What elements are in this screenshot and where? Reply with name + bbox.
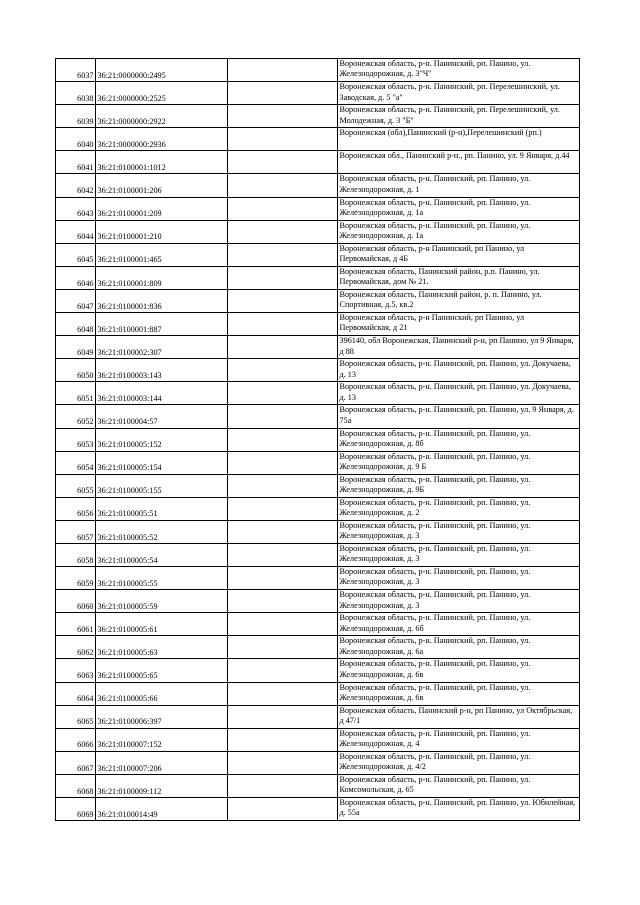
empty-cell [228,243,338,266]
cadastral-number: 36:21:0100005:61 [96,613,228,636]
table-row [56,243,580,266]
address: 396140, обл Воронежская, Панинский р-н, рп Панино, ул 9 Января, д 88 [338,336,580,359]
empty-cell [228,220,338,243]
cadastral-number: 36:21:0100005:152 [96,428,228,451]
empty-cell [228,105,338,128]
address: Воронежская область, р-н. Панинский, рп. Панино, ул. Железнодорожная, д. 1а [338,197,580,220]
table-row [56,313,580,336]
empty-cell [228,336,338,359]
address: Воронежская область, р-н. Панинский, рп. Панино, ул. Железнодорожная, д. 6в [338,659,580,682]
empty-cell [228,313,338,336]
address: Воронежская область, р-н. Панинский, рп. Панино, ул. Железнодорожная, д. 3 [338,567,580,590]
row-number: 6052 [56,405,96,428]
cadastral-number: 36:21:0100001:1012 [96,151,228,174]
address: Воронежская область, р-н Панинский, рп Панино, ул Первомайская, д 21 [338,313,580,336]
address: Воронежская область, р-н. Панинский, рп. Панино, ул. Железнодорожная, д. 1а [338,220,580,243]
address: Воронежская область, р-н. Панинский, рп. Панино, ул. Железнодорожная, д. 6в [338,682,580,705]
table-row [56,474,580,497]
address: Воронежская область, р-н. Панинский, рп. Панино, ул. Комсомольская, д. 65 [338,774,580,797]
empty-cell [228,128,338,151]
row-number: 6056 [56,497,96,520]
cadastral-number: 36:21:0100005:52 [96,520,228,543]
cadastral-number: 36:21:0100001:209 [96,197,228,220]
table-row [56,359,580,382]
row-number: 6045 [56,243,96,266]
address: Воронежская область, р-н. Панинский, рп. Перелешинский, ул. Молодежная, д. 3 "Б" [338,105,580,128]
row-number: 6050 [56,359,96,382]
table-row [56,705,580,728]
cadastral-number: 36:21:0000000:2922 [96,105,228,128]
cadastral-number: 36:21:0100005:55 [96,567,228,590]
empty-cell [228,451,338,474]
cadastral-number: 36:21:0100005:155 [96,474,228,497]
table-row [56,336,580,359]
address: Воронежская область, р-н. Панинский, рп. Перелешинский, ул. Заводская, д. 5 "а" [338,82,580,105]
table-row [56,590,580,613]
address: Воронежская (обл),Панинский (р-н),Перелешинский (рп.) [338,128,580,151]
empty-cell [228,705,338,728]
cadastral-number: 36:21:0100001:836 [96,289,228,312]
address: Воронежская область, р-н Панинский, рп Панино, ул Первомайская, д 4Б [338,243,580,266]
table-row [56,751,580,774]
address: Воронежская область, р-н. Панинский, рп. Панино, ул. Докучаева, д. 13 [338,382,580,405]
empty-cell [228,266,338,289]
address: Воронежская область, р-н. Панинский, рп. Панино, ул. Докучаева, д. 13 [338,359,580,382]
table-row [56,105,580,128]
empty-cell [228,682,338,705]
table-row [56,82,580,105]
table-row [56,728,580,751]
row-number: 6065 [56,705,96,728]
row-number: 6046 [56,266,96,289]
address: Воронежская область, Панинский р-н, рп Панино, ул Октябрьская, д 47/1 [338,705,580,728]
empty-cell [228,82,338,105]
table-row [56,220,580,243]
row-number: 6041 [56,151,96,174]
address: Воронежская область, р-н. Панинский, рп. Панино, ул. Железнодорожная, д. 6б [338,613,580,636]
table-row [56,128,580,151]
table-row [56,382,580,405]
empty-cell [228,659,338,682]
address: Воронежская область, р-н. Панинский, рп. Панино, ул. Железнодорожная, д. 4 [338,728,580,751]
row-number: 6066 [56,728,96,751]
table-row [56,659,580,682]
row-number: 6063 [56,659,96,682]
empty-cell [228,613,338,636]
row-number: 6058 [56,543,96,566]
row-number: 6059 [56,567,96,590]
address: Воронежская область, р-н. Панинский, рп. Панино, ул. Железнодорожная, д. 3 [338,543,580,566]
empty-cell [228,428,338,451]
cadastral-number: 36:21:0100006:397 [96,705,228,728]
cadastral-number: 36:21:0100003:144 [96,382,228,405]
row-number: 6053 [56,428,96,451]
table-row [56,405,580,428]
row-number: 6067 [56,751,96,774]
row-number: 6060 [56,590,96,613]
table-row [56,774,580,797]
row-number: 6064 [56,682,96,705]
table-row [56,451,580,474]
cadastral-number: 36:21:0100002:307 [96,336,228,359]
table-row [56,520,580,543]
row-number: 6057 [56,520,96,543]
address: Воронежская область, р-н. Панинский, рп. Панино, ул. Железнодорожная, д. 3 [338,590,580,613]
empty-cell [228,359,338,382]
table-row [56,197,580,220]
empty-cell [228,543,338,566]
cadastral-number: 36:21:0100004:57 [96,405,228,428]
cadastral-number: 36:21:0100005:154 [96,451,228,474]
table-row [56,636,580,659]
empty-cell [228,289,338,312]
address: Воронежская область, р-н. Панинский, рп. Панино, ул. 9 Января, д. 75а [338,405,580,428]
table-row [56,289,580,312]
cadastral-number: 36:21:0100001:465 [96,243,228,266]
row-number: 6068 [56,774,96,797]
address: Воронежская область, р-н. Панинский, рп. Панино, ул. Юбилейная, д. 55а [338,798,580,821]
row-number: 6040 [56,128,96,151]
row-number: 6047 [56,289,96,312]
table-row [56,174,580,197]
cadastral-number: 36:21:0100007:206 [96,751,228,774]
address: Воронежская область, р-н. Панинский, рп. Панино, ул. Железнодорожная, д. 9Б [338,474,580,497]
empty-cell [228,197,338,220]
cadastral-number: 36:21:0100005:65 [96,659,228,682]
table-row [56,266,580,289]
row-number: 6054 [56,451,96,474]
row-number: 6049 [56,336,96,359]
address: Воронежская область, Панинский район, р.п. Панино, ул. Первомайская, дом № 21. [338,266,580,289]
empty-cell [228,474,338,497]
cadastral-number: 36:21:0100005:66 [96,682,228,705]
row-number: 6043 [56,197,96,220]
row-number: 6048 [56,313,96,336]
table-row [56,151,580,174]
empty-cell [228,636,338,659]
table-row [56,613,580,636]
cadastral-number: 36:21:0100009:112 [96,774,228,797]
address: Воронежская область, р-н. Панинский, рп. Панино, ул. Железнодорожная, д. 3"Ч" [338,59,580,82]
row-number: 6061 [56,613,96,636]
table-row [56,497,580,520]
empty-cell [228,59,338,82]
cadastral-number: 36:21:0000000:2525 [96,82,228,105]
cadastral-number: 36:21:0100001:206 [96,174,228,197]
cadastral-number: 36:21:0100003:143 [96,359,228,382]
row-number: 6051 [56,382,96,405]
empty-cell [228,405,338,428]
registry-table-body [56,59,580,821]
registry-table [55,58,580,821]
address: Воронежская область, р-н. Панинский, рп. Панино, ул. Железнодорожная, д. 3 [338,520,580,543]
table-row [56,682,580,705]
row-number: 6038 [56,82,96,105]
table-row [56,567,580,590]
address: Воронежская область, р-н. Панинский, рп. Панино, ул. Железнодорожная, д. 8б [338,428,580,451]
empty-cell [228,497,338,520]
cadastral-number: 36:21:0100001:887 [96,313,228,336]
row-number: 6044 [56,220,96,243]
cadastral-number: 36:21:0100001:809 [96,266,228,289]
empty-cell [228,567,338,590]
empty-cell [228,382,338,405]
address: Воронежская область, р-н. Панинский, рп. Панино, ул. Железнодорожная, д. 4/2 [338,751,580,774]
cadastral-number: 36:21:0100005:59 [96,590,228,613]
address: Воронежская область, р-н. Панинский, рп. Панино, ул. Железнодорожная, д. 2 [338,497,580,520]
table-row [56,798,580,821]
cadastral-number: 36:21:0100007:152 [96,728,228,751]
row-number: 6039 [56,105,96,128]
address: Воронежская область, Панинский район, р. п. Панино, ул. Спортивная, д.5, кв.2 [338,289,580,312]
cadastral-number: 36:21:0000000:2936 [96,128,228,151]
empty-cell [228,520,338,543]
row-number: 6062 [56,636,96,659]
cadastral-number: 36:21:0100005:54 [96,543,228,566]
address: Воронежская область, р-н. Панинский, рп. Панино, ул. Железнодорожная, д. 6а [338,636,580,659]
table-row [56,59,580,82]
address: Воронежская область, р-н. Панинский, рп. Панино, ул. Железнодорожная, д. 9 Б [338,451,580,474]
row-number: 6055 [56,474,96,497]
cadastral-number: 36:21:0100005:63 [96,636,228,659]
empty-cell [228,590,338,613]
cadastral-number: 36:21:0100014:49 [96,798,228,821]
row-number: 6069 [56,798,96,821]
address: Воронежская обл., Панинский р-н., рп. Панино, ул. 9 Января, д.44 [338,151,580,174]
empty-cell [228,774,338,797]
address: Воронежская область, р-н. Панинский, рп. Панино, ул. Железнодорожная, д. 1 [338,174,580,197]
cadastral-number: 36:21:0100005:51 [96,497,228,520]
table-row [56,543,580,566]
row-number: 6037 [56,59,96,82]
empty-cell [228,798,338,821]
cadastral-number: 36:21:0100001:210 [96,220,228,243]
empty-cell [228,174,338,197]
empty-cell [228,151,338,174]
empty-cell [228,728,338,751]
row-number: 6042 [56,174,96,197]
empty-cell [228,751,338,774]
table-row [56,428,580,451]
cadastral-number: 36:21:0000000:2495 [96,59,228,82]
